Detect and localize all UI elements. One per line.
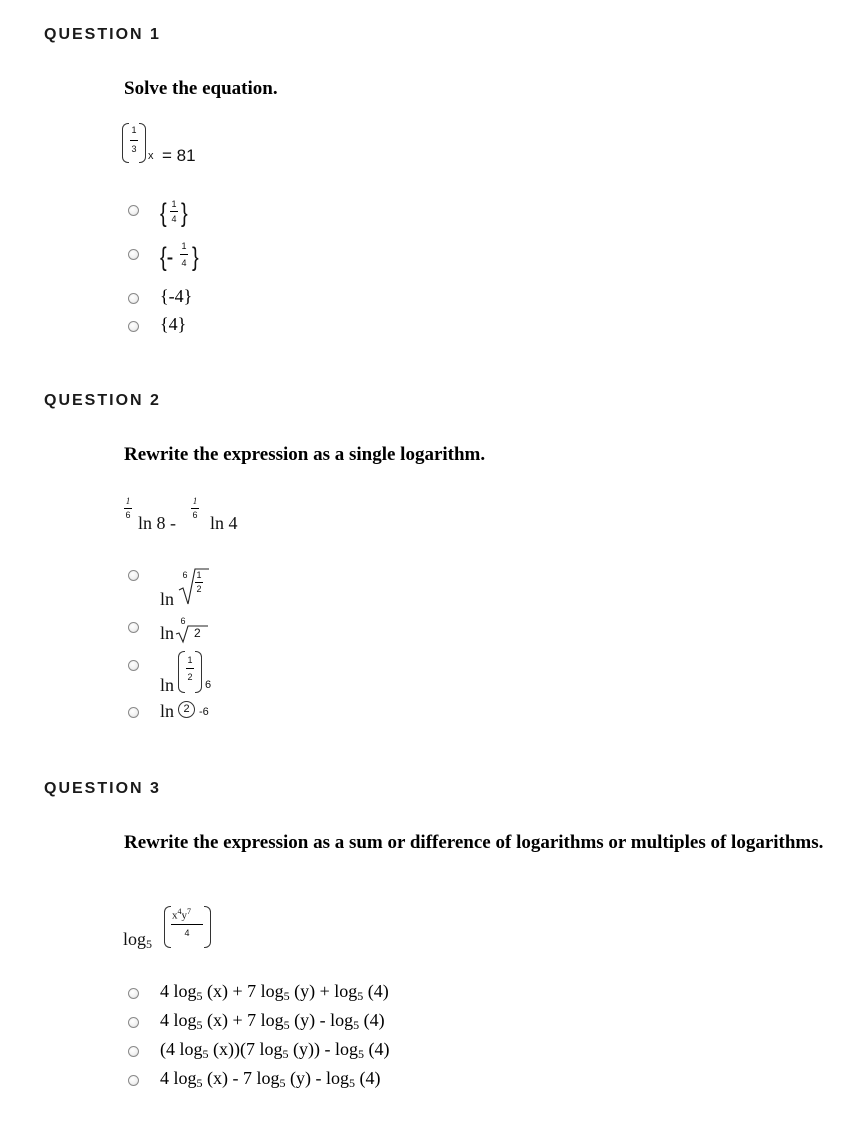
base-1: 5 [196,989,203,1003]
part-a: 4 log [160,1068,197,1088]
fraction-numerator: 1 [187,655,193,665]
radicand-fraction-bar [195,582,203,583]
num-x-exp: 4 [177,907,182,916]
equation-base-numerator: 1 [131,125,137,135]
base-2: 5 [279,1076,286,1090]
exponent: 6 [205,679,212,691]
coef1-numerator: 1 [125,496,131,506]
coef2-fraction-bar [191,508,199,509]
term2: ln 4 [210,513,238,533]
q3-option-2-radio[interactable] [128,1017,139,1028]
question-2-header: QUESTION 2 [44,392,161,409]
log-base: 5 [146,937,153,951]
fraction-numerator: 1 [181,241,187,251]
part-a: 4 log [160,1010,197,1030]
part-a: (4 log [160,1039,203,1059]
q2-option-4-radio[interactable] [128,707,139,718]
ln-label: ln [160,675,175,695]
ln-label: ln [160,701,175,721]
question-1-header: QUESTION 1 [44,26,161,43]
circled-base: 2 [178,701,195,718]
fraction-bar [186,668,194,669]
part-c: (y)) - log [288,1039,358,1059]
term1: ln 8 - [138,513,176,533]
brace-open-negative: {- [160,243,174,273]
q1-option-4-radio[interactable] [128,321,139,332]
brace-open: { [160,199,167,229]
base-2: 5 [283,989,290,1003]
fraction-denominator: 4 [181,258,187,268]
base-3: 5 [353,1018,360,1032]
coef1-denominator: 6 [125,510,131,520]
base-1: 5 [202,1047,209,1061]
part-d: (4) [363,981,389,1001]
q1-option-2-radio[interactable] [128,249,139,260]
coef1-fraction-bar [124,508,132,509]
brace-close: } [192,243,199,273]
ln-label: ln [160,589,175,609]
q1-option-3-radio[interactable] [128,293,139,304]
base-3: 5 [348,1076,355,1090]
q3-option-3[interactable] [160,1039,389,1062]
root-index: 6 [180,616,186,626]
fraction-numerator: 1 [171,199,177,209]
q3-option-1-radio[interactable] [128,988,139,999]
brace-close: } [181,199,188,229]
q2-option-2-radio[interactable] [128,622,139,633]
part-d: (4) [363,1039,390,1059]
q1-option-1-radio[interactable] [128,205,139,216]
base-2: 5 [283,1018,290,1032]
equation-exponent: x [148,150,154,162]
fraction-bar [171,924,203,925]
base-1: 5 [196,1018,203,1032]
root-index: 6 [182,570,188,580]
base-2: 5 [282,1047,289,1061]
q3-option-2[interactable] [160,1010,385,1033]
question-2-prompt: Rewrite the expression as a single logarithm. [124,444,486,465]
question-3-header: QUESTION 3 [44,780,161,797]
paren-right [204,906,211,948]
fraction-bar [180,254,188,255]
q2-option-1-radio[interactable] [128,570,139,581]
part-b: (x) + 7 log [202,1010,284,1030]
ln-label: ln [160,623,175,643]
equation-rhs: = 81 [162,146,196,165]
q3-option-4[interactable] [160,1068,380,1091]
num-y-exp: 7 [187,907,191,916]
q1-option-3[interactable]: {-4} [160,286,193,306]
part-d: (4) [354,1068,381,1088]
num-x: x [172,909,178,922]
radicand: 2 [194,626,201,640]
q1-option-4[interactable]: {4} [160,314,187,334]
q2-option-3-radio[interactable] [128,660,139,671]
paren-right [195,651,202,693]
part-a: 4 log [160,981,197,1001]
radical-sign [175,622,209,644]
part-c: (y) - log [285,1068,349,1088]
part-b: (x) - 7 log [202,1068,280,1088]
q3-option-1[interactable] [160,981,389,1004]
question-1-prompt: Solve the equation. [124,78,278,99]
equation-paren-left [122,123,129,163]
q3-option-3-radio[interactable] [128,1046,139,1057]
equation-base-denominator: 3 [131,144,137,154]
radicand-numerator: 1 [196,570,202,580]
part-c: (y) + log [289,981,358,1001]
fraction-bar [170,211,178,212]
part-c: (y) - log [289,1010,354,1030]
coef2-denominator: 6 [192,510,198,520]
log-label [123,929,152,952]
base-1: 5 [196,1076,203,1090]
q3-option-4-radio[interactable] [128,1075,139,1086]
base-3: 5 [357,1047,364,1061]
coef2-numerator: 1 [192,496,198,506]
radicand-denominator: 2 [196,584,202,594]
fraction-denominator: 4 [171,214,177,224]
part-b: (x))(7 log [208,1039,283,1059]
equation-paren-right [139,123,146,163]
paren-left [178,651,185,693]
equation-fraction-bar [130,140,138,141]
base-3: 5 [357,989,364,1003]
part-d: (4) [359,1010,385,1030]
num-y: y [181,909,187,922]
question-3-prompt: Rewrite the expression as a sum or difference of logarithms or multiples of logarithms. [124,832,824,853]
part-b: (x) + 7 log [202,981,284,1001]
numerator [172,907,191,922]
log-text: log [123,929,147,949]
fraction-denominator: 2 [187,672,193,682]
denominator: 4 [184,928,190,938]
paren-left [164,906,171,948]
exponent: -6 [199,706,209,718]
